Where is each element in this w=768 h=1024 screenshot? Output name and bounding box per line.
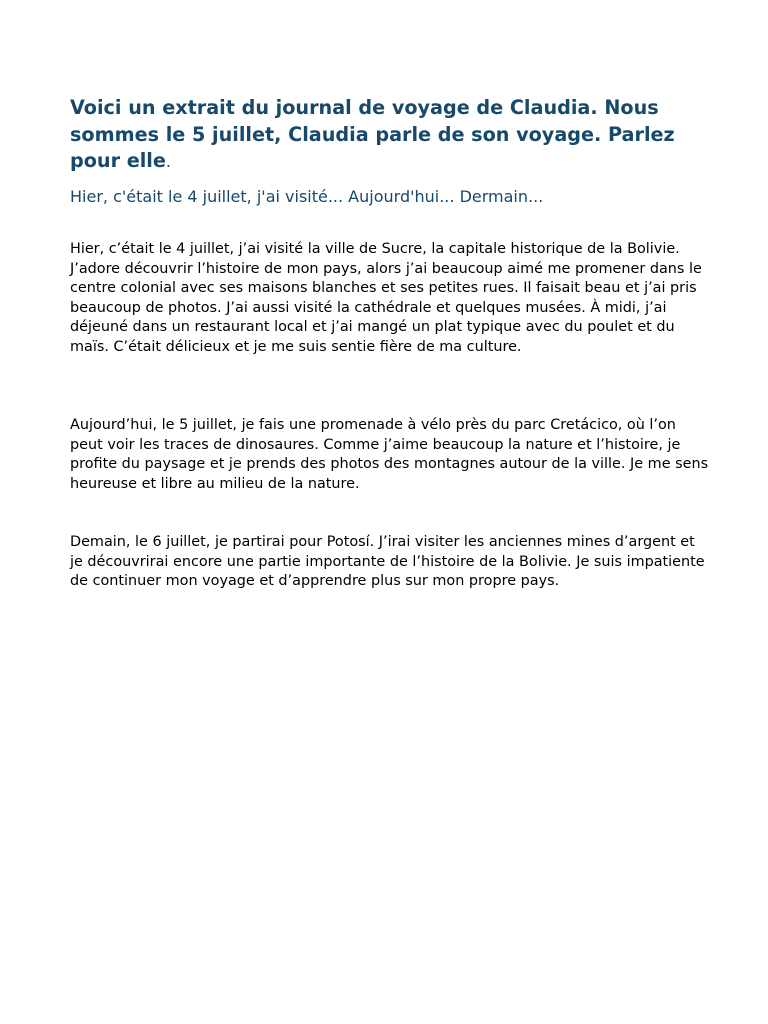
paragraph-yesterday: Hier, c’était le 4 juillet, j’ai visité la ville de Sucre, la capitale historique de la Bolivie. J’adore découvrir l’histoire de mon pays, alors j’ai beaucoup aimé me promener dans le centre colonial avec ses maisons blanches et ses petites rues. Il faisait beau et j’ai pris beaucoup de photos. J’ai aussi visité la cathédrale et quelques musées. À midi, j’ai déjeuné dans un restaurant local et j’ai mangé un plat typique avec du poulet et du maïs. C’était délicieux et je me suis sentie fière de ma culture.	[70, 241, 702, 355]
exercise-title-period: .	[165, 152, 171, 171]
exercise-subtitle: Hier, c'était le 4 juillet, j'ai visité... Aujourd'hui... Dermain...	[70, 186, 544, 206]
paragraph-tomorrow: Demain, le 6 juillet, je partirai pour Potosí. J’irai visiter les anciennes mines d’argent et je découvrirai encore une partie importante de l’histoire de la Bolivie. Je suis impatiente de continuer mon voyage et d’apprendre plus sur mon propre pays.	[70, 534, 705, 590]
exercise-title-text: Voici un extrait du journal de voyage de Claudia. Nous sommes le 5 juillet, Claudia parle de son voyage. Parlez pour elle	[70, 96, 675, 172]
exercise-title	[70, 95, 710, 176]
document-page	[70, 95, 710, 590]
paragraph-today: Aujourd’hui, le 5 juillet, je fais une promenade à vélo près du parc Cretácico, où l’on peut voir les traces de dinosaures. Comme j’aime beaucoup la nature et l’histoire, je profite du paysage et je prends des photos des montagnes autour de la ville. Je me sens heureuse et libre au milieu de la nature.	[70, 417, 709, 492]
